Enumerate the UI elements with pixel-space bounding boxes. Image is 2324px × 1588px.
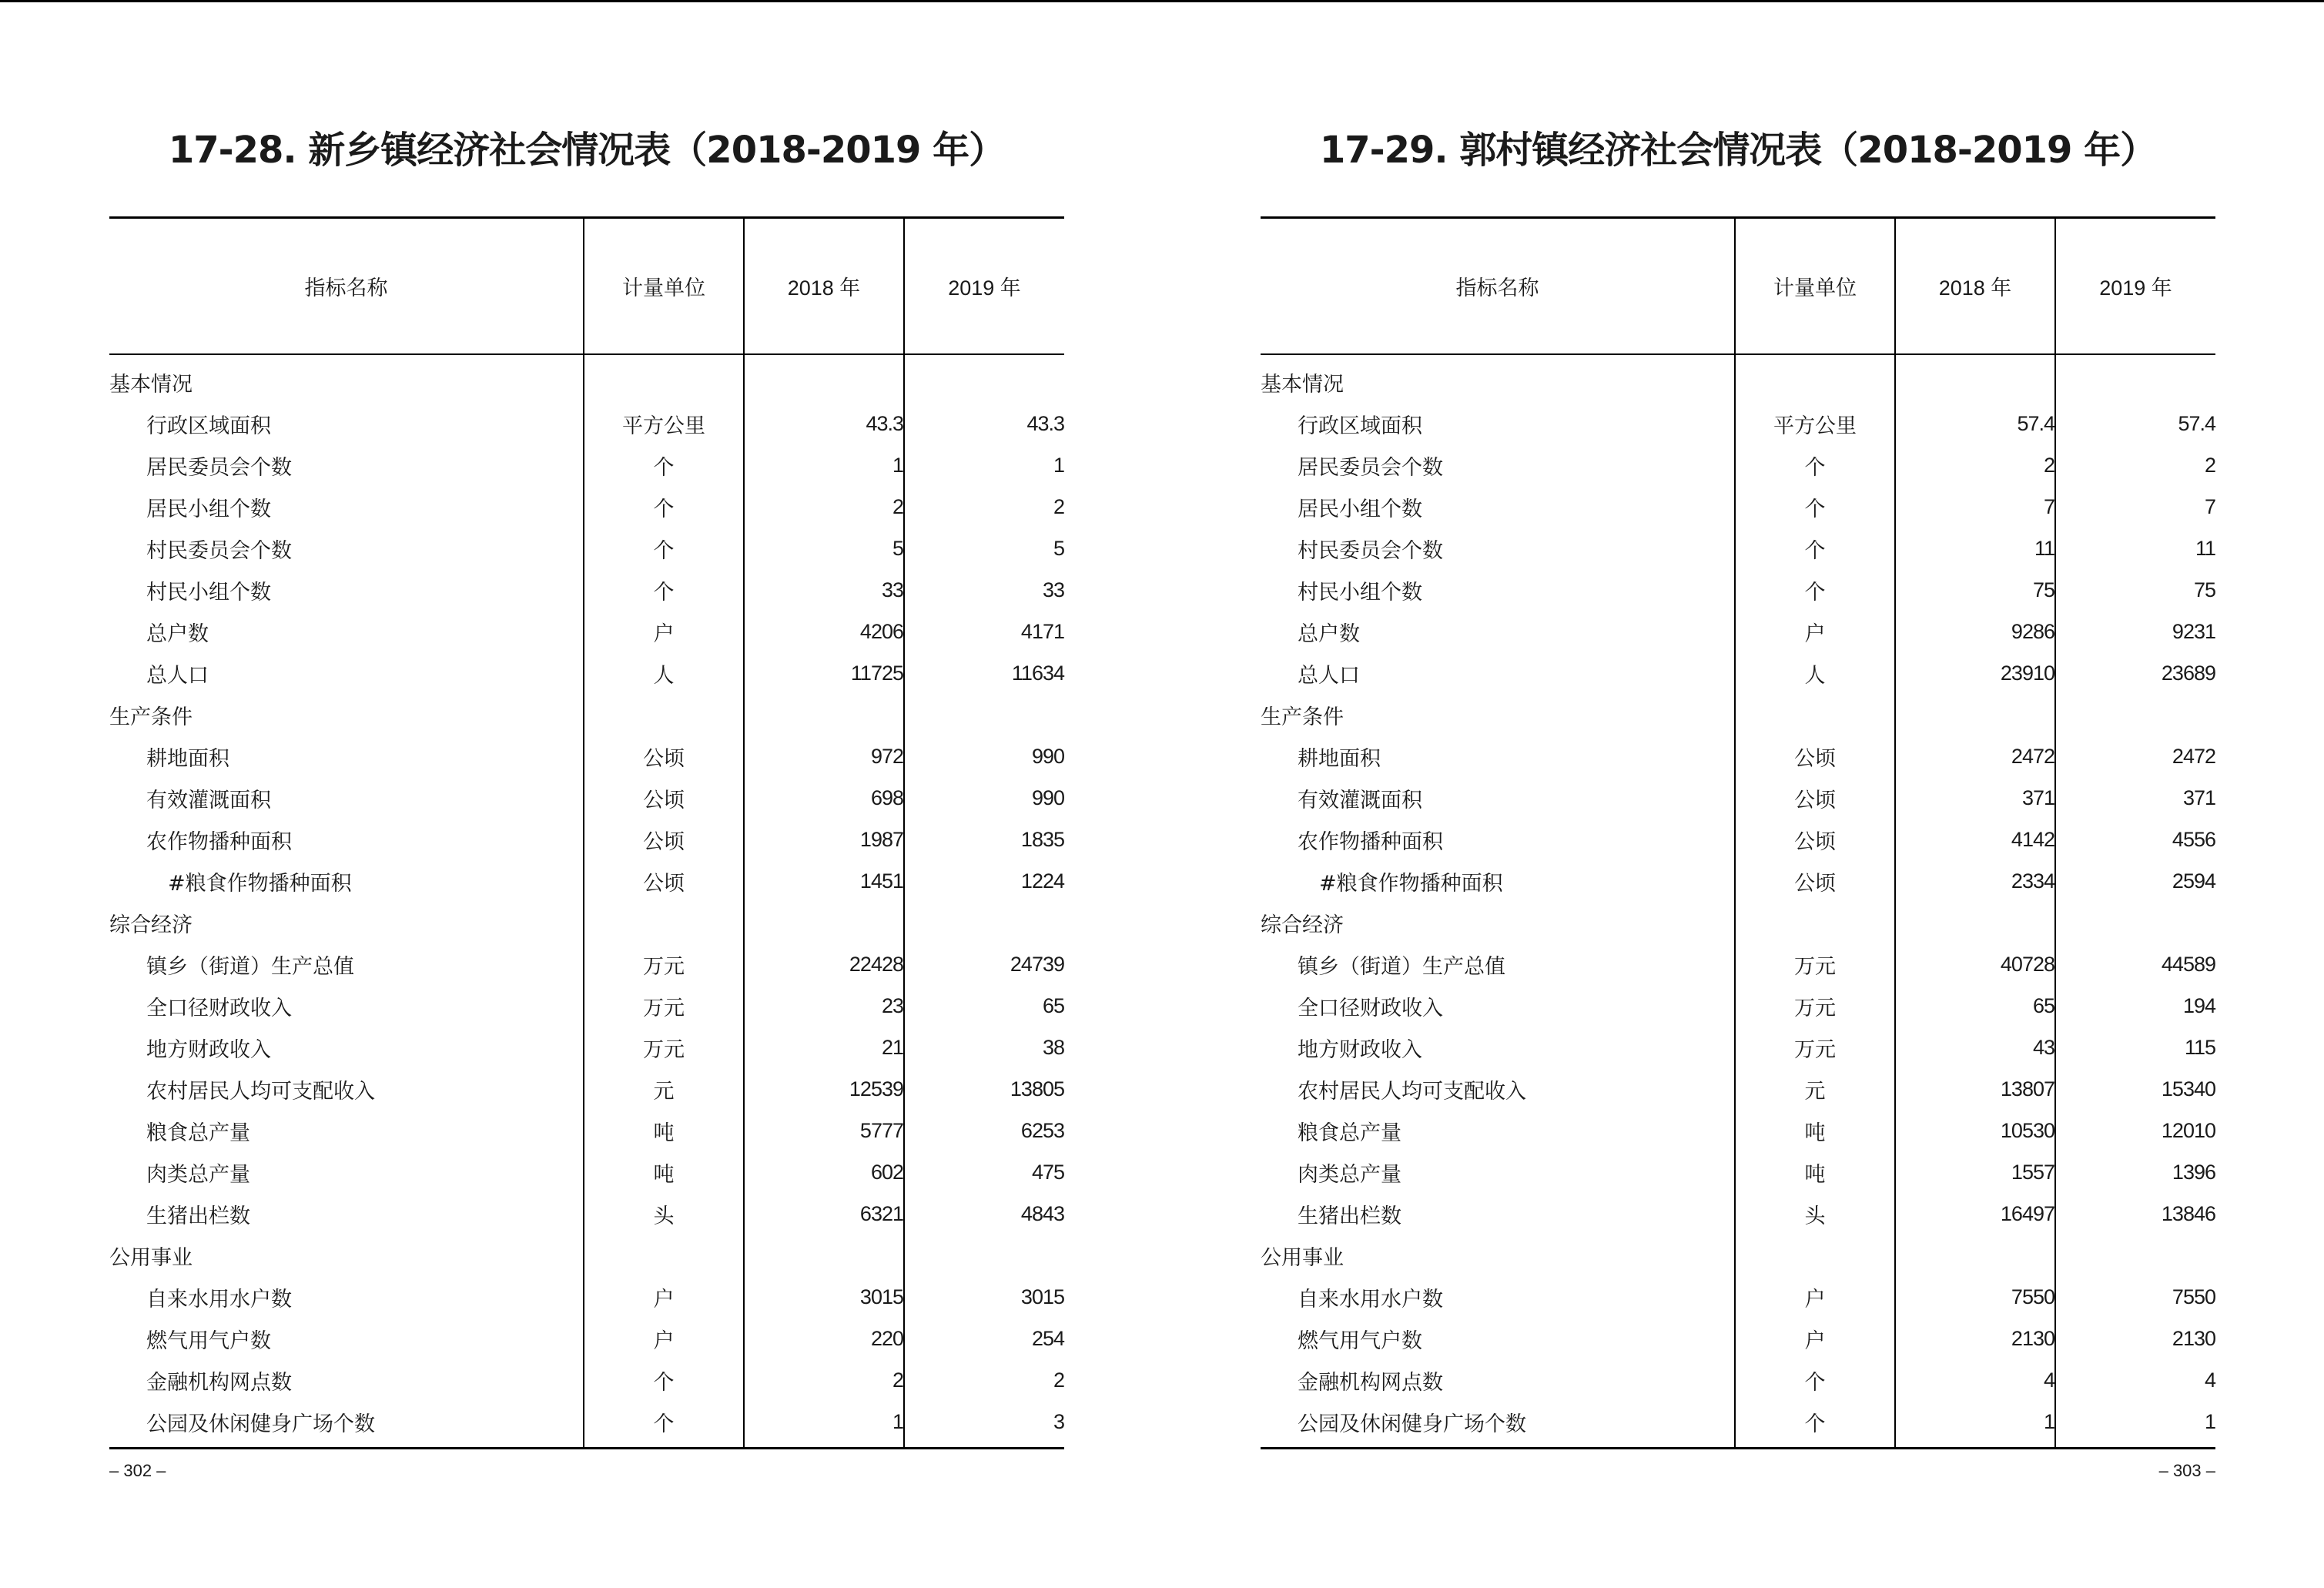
table-row — [109, 1027, 1064, 1068]
cell-value-2019: 38 — [904, 1027, 1064, 1068]
cell-value-2019: 15340 — [2055, 1068, 2215, 1110]
cell-unit: 万元 — [584, 943, 744, 985]
table-row — [1261, 777, 2215, 819]
cell-indicator-name: 村民小组个数 — [146, 580, 271, 605]
cell-value-2019: 4 — [2055, 1359, 2215, 1401]
cell-value-2019: 57.4 — [2055, 403, 2215, 444]
statistics-table — [1261, 216, 2215, 1449]
cell-value-2019: 990 — [904, 735, 1064, 777]
cell-unit: 个 — [584, 528, 744, 569]
cell-value-2019 — [904, 354, 1064, 403]
cell-value-2019 — [904, 1235, 1064, 1276]
cell-value-2019: 13805 — [904, 1068, 1064, 1110]
cell-value-2018: 21 — [744, 1027, 904, 1068]
table-row — [109, 1068, 1064, 1110]
cell-unit: 公顷 — [1735, 819, 1895, 860]
section-header-row — [109, 694, 1064, 735]
section-header-row — [1261, 1235, 2215, 1276]
cell-value-2019: 2594 — [2055, 860, 2215, 902]
cell-unit: 个 — [584, 486, 744, 528]
table-row — [109, 777, 1064, 819]
cell-value-2018 — [744, 354, 904, 403]
table-row — [1261, 735, 2215, 777]
cell-value-2019: 7550 — [2055, 1276, 2215, 1318]
cell-unit — [1735, 694, 1895, 735]
cell-value-2019: 115 — [2055, 1027, 2215, 1068]
cell-unit — [1735, 1235, 1895, 1276]
cell-indicator-name: 肉类总产量 — [1298, 1162, 1401, 1187]
statistics-table — [109, 216, 1064, 1449]
cell-value-2018: 3015 — [744, 1276, 904, 1318]
table-row — [109, 652, 1064, 694]
table-row — [109, 943, 1064, 985]
cell-unit: 头 — [1735, 1193, 1895, 1235]
cell-unit: 万元 — [1735, 943, 1895, 985]
column-header-2018: 2018 年 — [744, 218, 904, 355]
cell-indicator-name: 地方财政收入 — [146, 1037, 271, 1062]
cell-value-2019: 1396 — [2055, 1151, 2215, 1193]
cell-indicator-name: 自来水用水户数 — [146, 1287, 292, 1312]
cell-value-2018: 698 — [744, 777, 904, 819]
table-row — [109, 444, 1064, 486]
cell-value-2018: 1451 — [744, 860, 904, 902]
cell-value-2019: 1835 — [904, 819, 1064, 860]
cell-unit: 公顷 — [584, 735, 744, 777]
section-header-row — [109, 902, 1064, 943]
cell-value-2019: 9231 — [2055, 611, 2215, 652]
column-header-2018: 2018 年 — [1895, 218, 2055, 355]
cell-value-2019: 4556 — [2055, 819, 2215, 860]
cell-unit: 个 — [1735, 1401, 1895, 1449]
cell-indicator-name: 农村居民人均可支配收入 — [1298, 1079, 1526, 1104]
cell-value-2018: 371 — [1895, 777, 2055, 819]
cell-unit: 公顷 — [584, 860, 744, 902]
cell-value-2019: 3 — [904, 1401, 1064, 1449]
cell-indicator-name: #粮食作物播种面积 — [168, 871, 352, 896]
cell-value-2018: 4142 — [1895, 819, 2055, 860]
cell-unit: 个 — [584, 569, 744, 611]
cell-value-2018: 23910 — [1895, 652, 2055, 694]
cell-unit: 万元 — [1735, 1027, 1895, 1068]
table-row — [1261, 985, 2215, 1027]
cell-value-2018 — [1895, 354, 2055, 403]
cell-unit: 平方公里 — [584, 403, 744, 444]
cell-unit: 公顷 — [1735, 735, 1895, 777]
cell-unit: 人 — [584, 652, 744, 694]
cell-value-2019: 13846 — [2055, 1193, 2215, 1235]
section-header-row — [1261, 902, 2215, 943]
cell-value-2019: 4843 — [904, 1193, 1064, 1235]
cell-value-2018: 11 — [1895, 528, 2055, 569]
cell-unit: 个 — [584, 1401, 744, 1449]
table-row — [109, 985, 1064, 1027]
cell-indicator-name: 居民小组个数 — [1298, 497, 1422, 521]
cell-value-2018: 5777 — [744, 1110, 904, 1151]
cell-indicator-name: 全口径财政收入 — [1298, 996, 1443, 1020]
cell-unit: 头 — [584, 1193, 744, 1235]
cell-indicator-name: 农作物播种面积 — [146, 829, 292, 854]
cell-value-2018: 11725 — [744, 652, 904, 694]
cell-value-2018: 1 — [744, 444, 904, 486]
cell-unit: 万元 — [584, 985, 744, 1027]
cell-value-2018: 43.3 — [744, 403, 904, 444]
table-row — [1261, 943, 2215, 985]
cell-unit: 吨 — [1735, 1151, 1895, 1193]
cell-indicator-name: 总户数 — [1298, 621, 1360, 646]
cell-indicator-name: 行政区域面积 — [1298, 414, 1422, 438]
cell-indicator-name: 农村居民人均可支配收入 — [146, 1079, 375, 1104]
table-row — [109, 528, 1064, 569]
cell-unit: 公顷 — [584, 819, 744, 860]
cell-value-2018: 65 — [1895, 985, 2055, 1027]
cell-value-2019: 1224 — [904, 860, 1064, 902]
cell-value-2018: 57.4 — [1895, 403, 2055, 444]
table-row — [1261, 611, 2215, 652]
cell-value-2019 — [2055, 694, 2215, 735]
cell-indicator-name: 公用事业 — [1261, 1245, 1344, 1270]
cell-value-2018: 33 — [744, 569, 904, 611]
cell-value-2018: 972 — [744, 735, 904, 777]
cell-value-2019: 44589 — [2055, 943, 2215, 985]
cell-indicator-name: 耕地面积 — [1298, 746, 1381, 771]
cell-indicator-name: 总人口 — [146, 663, 209, 688]
cell-unit: 个 — [1735, 444, 1895, 486]
cell-indicator-name: 有效灌溉面积 — [1298, 788, 1422, 812]
table-row — [1261, 1359, 2215, 1401]
cell-indicator-name: 粮食总产量 — [1298, 1121, 1401, 1145]
section-header-row — [1261, 354, 2215, 403]
cell-value-2019 — [904, 694, 1064, 735]
cell-indicator-name: 村民委员会个数 — [146, 538, 292, 563]
cell-unit: 个 — [1735, 528, 1895, 569]
cell-indicator-name: 公用事业 — [109, 1245, 193, 1270]
cell-value-2019: 75 — [2055, 569, 2215, 611]
cell-value-2018: 23 — [744, 985, 904, 1027]
column-header-2019: 2019 年 — [2055, 218, 2215, 355]
table-row — [109, 569, 1064, 611]
cell-unit: 个 — [1735, 486, 1895, 528]
cell-value-2019: 6253 — [904, 1110, 1064, 1151]
cell-value-2019: 23689 — [2055, 652, 2215, 694]
cell-unit: 万元 — [1735, 985, 1895, 1027]
cell-value-2018: 10530 — [1895, 1110, 2055, 1151]
table-row — [1261, 1276, 2215, 1318]
cell-unit: 公顷 — [1735, 860, 1895, 902]
cell-unit: 万元 — [584, 1027, 744, 1068]
column-header-2019: 2019 年 — [904, 218, 1064, 355]
table-body — [109, 354, 1064, 1449]
cell-value-2019: 43.3 — [904, 403, 1064, 444]
table-title: 17-28. 新乡镇经济社会情况表（2018-2019 年） — [168, 129, 1006, 172]
cell-indicator-name: 居民小组个数 — [146, 497, 271, 521]
table-row — [1261, 819, 2215, 860]
cell-indicator-name: 镇乡（街道）生产总值 — [1298, 954, 1505, 979]
cell-value-2018: 7 — [1895, 486, 2055, 528]
cell-unit — [584, 1235, 744, 1276]
table-row — [109, 1151, 1064, 1193]
column-header-indicator-name: 指标名称 — [304, 276, 388, 300]
cell-value-2019 — [2055, 902, 2215, 943]
cell-value-2018: 6321 — [744, 1193, 904, 1235]
table-row — [109, 1193, 1064, 1235]
cell-indicator-name: 地方财政收入 — [1298, 1037, 1422, 1062]
table-row — [109, 819, 1064, 860]
table-row — [1261, 403, 2215, 444]
cell-value-2019: 2 — [904, 1359, 1064, 1401]
cell-value-2019: 24739 — [904, 943, 1064, 985]
cell-indicator-name: 综合经济 — [109, 913, 193, 937]
cell-value-2018: 2472 — [1895, 735, 2055, 777]
table-row — [1261, 1068, 2215, 1110]
cell-unit: 元 — [584, 1068, 744, 1110]
cell-unit — [584, 354, 744, 403]
cell-value-2019: 4171 — [904, 611, 1064, 652]
table-body — [1261, 354, 2215, 1449]
table-row — [109, 1318, 1064, 1359]
cell-indicator-name: 综合经济 — [1261, 913, 1344, 937]
cell-value-2018: 13807 — [1895, 1068, 2055, 1110]
cell-value-2018: 16497 — [1895, 1193, 2055, 1235]
cell-value-2018: 2 — [744, 1359, 904, 1401]
cell-indicator-name: 农作物播种面积 — [1298, 829, 1443, 854]
page-number: – 302 – — [109, 1461, 166, 1480]
table-row — [1261, 860, 2215, 902]
cell-indicator-name: 村民小组个数 — [1298, 580, 1422, 605]
cell-value-2018 — [1895, 1235, 2055, 1276]
cell-value-2018: 220 — [744, 1318, 904, 1359]
table-row — [1261, 1401, 2215, 1449]
cell-indicator-name: 金融机构网点数 — [146, 1370, 292, 1395]
table-row — [109, 860, 1064, 902]
cell-unit: 个 — [1735, 569, 1895, 611]
cell-value-2019 — [2055, 1235, 2215, 1276]
table-row — [109, 486, 1064, 528]
table-row — [1261, 444, 2215, 486]
cell-unit: 户 — [584, 1318, 744, 1359]
cell-unit: 个 — [584, 444, 744, 486]
cell-value-2019: 2130 — [2055, 1318, 2215, 1359]
cell-value-2018: 2334 — [1895, 860, 2055, 902]
cell-indicator-name: 燃气用气户数 — [1298, 1328, 1422, 1353]
table-row — [1261, 1110, 2215, 1151]
cell-value-2019: 1 — [2055, 1401, 2215, 1449]
cell-value-2018: 7550 — [1895, 1276, 2055, 1318]
cell-value-2019: 12010 — [2055, 1110, 2215, 1151]
cell-value-2019: 254 — [904, 1318, 1064, 1359]
cell-indicator-name: 公园及休闲健身广场个数 — [1298, 1412, 1526, 1436]
table-title: 17-29. 郭村镇经济社会情况表（2018-2019 年） — [1319, 129, 2157, 172]
cell-indicator-name: 金融机构网点数 — [1298, 1370, 1443, 1395]
table-row — [109, 1401, 1064, 1449]
cell-value-2018: 602 — [744, 1151, 904, 1193]
cell-indicator-name: 生产条件 — [1261, 705, 1344, 729]
cell-indicator-name: 总户数 — [146, 621, 209, 646]
column-header-indicator-name: 指标名称 — [1455, 276, 1539, 300]
cell-unit: 公顷 — [584, 777, 744, 819]
cell-value-2019: 33 — [904, 569, 1064, 611]
cell-unit: 个 — [584, 1359, 744, 1401]
cell-value-2018: 1 — [1895, 1401, 2055, 1449]
cell-value-2018: 1987 — [744, 819, 904, 860]
cell-indicator-name: 耕地面积 — [146, 746, 229, 771]
cell-indicator-name: 自来水用水户数 — [1298, 1287, 1443, 1312]
table-row — [1261, 569, 2215, 611]
cell-value-2018: 2 — [1895, 444, 2055, 486]
cell-value-2019: 1 — [904, 444, 1064, 486]
table-row — [109, 403, 1064, 444]
cell-unit: 户 — [1735, 1276, 1895, 1318]
cell-unit: 元 — [1735, 1068, 1895, 1110]
cell-unit: 户 — [584, 611, 744, 652]
cell-indicator-name: 公园及休闲健身广场个数 — [146, 1412, 375, 1436]
table-row — [1261, 486, 2215, 528]
cell-value-2018: 2130 — [1895, 1318, 2055, 1359]
table-row — [109, 1110, 1064, 1151]
cell-unit: 户 — [584, 1276, 744, 1318]
table-row — [1261, 528, 2215, 569]
cell-indicator-name: 村民委员会个数 — [1298, 538, 1443, 563]
cell-value-2019: 371 — [2055, 777, 2215, 819]
cell-indicator-name: 全口径财政收入 — [146, 996, 292, 1020]
cell-value-2018: 22428 — [744, 943, 904, 985]
table-row — [109, 1276, 1064, 1318]
column-header-unit: 计量单位 — [1735, 218, 1895, 355]
cell-value-2018: 75 — [1895, 569, 2055, 611]
cell-unit: 吨 — [1735, 1110, 1895, 1151]
cell-value-2018 — [744, 1235, 904, 1276]
table-row — [109, 735, 1064, 777]
cell-value-2018 — [1895, 694, 2055, 735]
table-header-row — [1261, 218, 2215, 355]
table-row — [1261, 1193, 2215, 1235]
cell-indicator-name: 生产条件 — [109, 705, 193, 729]
cell-indicator-name: 肉类总产量 — [146, 1162, 250, 1187]
cell-unit: 吨 — [584, 1110, 744, 1151]
cell-value-2019: 194 — [2055, 985, 2215, 1027]
cell-value-2018 — [744, 694, 904, 735]
cell-value-2019: 2 — [2055, 444, 2215, 486]
cell-value-2019: 3015 — [904, 1276, 1064, 1318]
section-header-row — [109, 354, 1064, 403]
cell-unit — [584, 694, 744, 735]
cell-indicator-name: #粮食作物播种面积 — [1319, 871, 1503, 896]
cell-value-2019 — [904, 902, 1064, 943]
cell-indicator-name: 行政区域面积 — [146, 414, 271, 438]
cell-value-2018: 43 — [1895, 1027, 2055, 1068]
cell-value-2018 — [744, 902, 904, 943]
cell-unit: 户 — [1735, 611, 1895, 652]
cell-unit: 户 — [1735, 1318, 1895, 1359]
cell-indicator-name: 生猪出栏数 — [1298, 1204, 1401, 1228]
cell-value-2018 — [1895, 902, 2055, 943]
cell-indicator-name: 生猪出栏数 — [146, 1204, 250, 1228]
cell-value-2019: 2472 — [2055, 735, 2215, 777]
cell-value-2019: 11634 — [904, 652, 1064, 694]
right-page — [1261, 0, 2215, 1588]
cell-indicator-name: 基本情况 — [109, 372, 193, 397]
cell-unit: 个 — [1735, 1359, 1895, 1401]
cell-indicator-name: 粮食总产量 — [146, 1121, 250, 1145]
section-header-row — [109, 1235, 1064, 1276]
cell-unit: 吨 — [584, 1151, 744, 1193]
column-header-unit: 计量单位 — [584, 218, 744, 355]
page-number: – 303 – — [2158, 1461, 2215, 1480]
left-page — [109, 0, 1064, 1588]
cell-indicator-name: 总人口 — [1298, 663, 1360, 688]
section-header-row — [1261, 694, 2215, 735]
cell-value-2019: 7 — [2055, 486, 2215, 528]
cell-value-2018: 12539 — [744, 1068, 904, 1110]
cell-value-2018: 4206 — [744, 611, 904, 652]
cell-indicator-name: 镇乡（街道）生产总值 — [146, 954, 354, 979]
cell-indicator-name: 居民委员会个数 — [146, 455, 292, 480]
table-row — [109, 611, 1064, 652]
cell-unit — [584, 902, 744, 943]
cell-value-2018: 5 — [744, 528, 904, 569]
cell-unit: 平方公里 — [1735, 403, 1895, 444]
cell-value-2019: 990 — [904, 777, 1064, 819]
cell-value-2018: 9286 — [1895, 611, 2055, 652]
cell-indicator-name: 居民委员会个数 — [1298, 455, 1443, 480]
cell-value-2019: 5 — [904, 528, 1064, 569]
table-row — [1261, 652, 2215, 694]
cell-value-2019: 2 — [904, 486, 1064, 528]
cell-value-2018: 2 — [744, 486, 904, 528]
cell-value-2018: 4 — [1895, 1359, 2055, 1401]
table-row — [1261, 1151, 2215, 1193]
cell-value-2018: 1557 — [1895, 1151, 2055, 1193]
cell-unit — [1735, 354, 1895, 403]
cell-value-2018: 40728 — [1895, 943, 2055, 985]
cell-indicator-name: 燃气用气户数 — [146, 1328, 271, 1353]
table-row — [109, 1359, 1064, 1401]
cell-value-2019: 65 — [904, 985, 1064, 1027]
table-row — [1261, 1027, 2215, 1068]
cell-value-2019: 11 — [2055, 528, 2215, 569]
table-row — [1261, 1318, 2215, 1359]
table-header-row — [109, 218, 1064, 355]
cell-value-2018: 1 — [744, 1401, 904, 1449]
cell-value-2019 — [2055, 354, 2215, 403]
cell-unit: 公顷 — [1735, 777, 1895, 819]
cell-unit: 人 — [1735, 652, 1895, 694]
cell-indicator-name: 基本情况 — [1261, 372, 1344, 397]
cell-value-2019: 475 — [904, 1151, 1064, 1193]
cell-unit — [1735, 902, 1895, 943]
cell-indicator-name: 有效灌溉面积 — [146, 788, 271, 812]
